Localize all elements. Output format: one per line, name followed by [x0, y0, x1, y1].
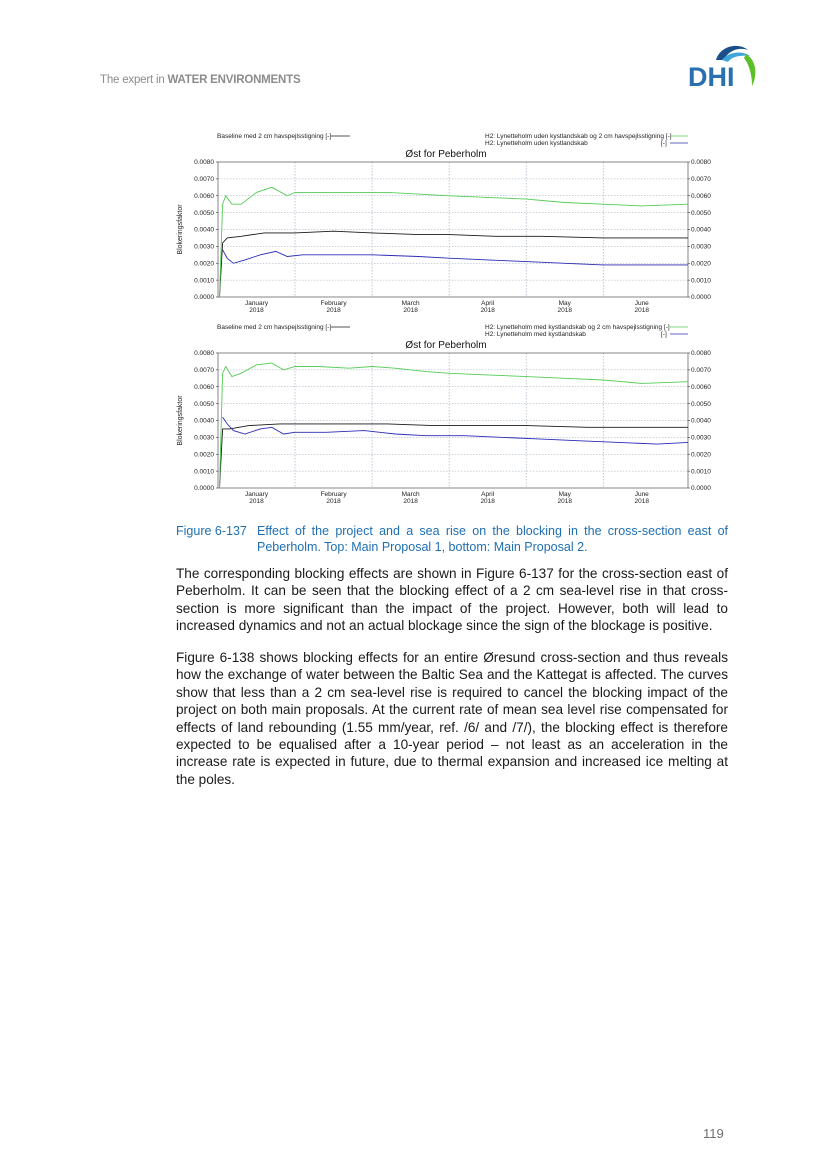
y-tick-label-right: 0.0040: [691, 226, 711, 234]
y-tick-label-left: 0.0080: [194, 159, 214, 167]
chart-top-svg: [170, 132, 730, 322]
x-tick-label-year: 2018: [249, 498, 264, 505]
chart-bottom-svg: [170, 323, 730, 513]
x-tick-label-year: 2018: [634, 498, 650, 505]
legend-left-label: Baseline med 2 cm havspejlsstigning [-]: [217, 133, 332, 140]
y-tick-label-right: 0.0060: [691, 192, 711, 200]
x-tick-label-month: May: [558, 300, 571, 307]
y-tick-label-right: 0.0030: [691, 243, 711, 251]
tagline-bold: WATER ENVIRONMENTS: [167, 74, 301, 86]
x-tick-label-month: January: [244, 491, 269, 498]
y-axis-label: Blokeringsfaktor: [177, 395, 184, 446]
series-line-2: [223, 250, 688, 265]
x-tick-label-month: April: [481, 300, 495, 307]
x-tick-label-month: March: [401, 491, 420, 498]
y-tick-label-left: 0.0050: [194, 400, 214, 408]
x-tick-label-year: 2018: [326, 498, 341, 505]
y-tick-label-right: 0.0060: [691, 383, 711, 391]
logo-text: DHI: [688, 62, 735, 92]
x-tick-label-year: 2018: [249, 307, 264, 314]
x-tick-label-month: March: [401, 300, 420, 307]
x-tick-label-year: 2018: [557, 307, 572, 314]
y-tick-label-right: 0.0010: [691, 468, 711, 476]
series-line-1: [220, 187, 689, 297]
y-tick-label-right: 0.0070: [691, 176, 711, 184]
y-tick-label-left: 0.0030: [194, 243, 214, 251]
x-tick-label-year: 2018: [634, 307, 650, 314]
page-number: 119: [703, 1126, 724, 1141]
dhi-logo: [686, 38, 762, 92]
legend-right-label-1: H2: Lynetteholm med kystlandskab: [485, 331, 586, 338]
legend-right-unit: [-]: [661, 140, 667, 147]
legend-right-label-0: H2: Lynetteholm med kystlandskab og 2 cm havspejlsstigning [-]: [485, 324, 670, 331]
y-tick-label-left: 0.0050: [194, 209, 214, 217]
y-tick-label-left: 0.0000: [194, 485, 214, 493]
chart-bottom: [170, 323, 730, 513]
y-tick-label-right: 0.0010: [691, 277, 711, 285]
y-tick-label-left: 0.0040: [194, 226, 214, 234]
y-tick-label-left: 0.0000: [194, 294, 214, 302]
y-tick-label-left: 0.0070: [194, 367, 214, 375]
legend-right-label-0: H2: Lynetteholm uden kystlandskab og 2 cm havspejlsstigning [-]: [485, 133, 672, 140]
y-tick-label-right: 0.0050: [691, 209, 711, 217]
figure-label: Figure 6-137: [176, 524, 247, 538]
y-tick-label-right: 0.0000: [691, 294, 711, 302]
x-tick-label-year: 2018: [480, 307, 495, 314]
y-tick-label-left: 0.0010: [194, 468, 214, 476]
y-tick-label-left: 0.0040: [194, 417, 214, 425]
x-tick-label-month: February: [320, 300, 347, 307]
series-line-0: [220, 231, 689, 297]
y-tick-label-right: 0.0040: [691, 417, 711, 425]
legend-right-label-1: H2: Lynetteholm uden kystlandskab: [485, 140, 588, 147]
logo-leaf-icon: [744, 54, 755, 86]
tagline-prefix: The expert in: [100, 74, 168, 86]
x-tick-label-month: June: [634, 491, 649, 498]
y-tick-label-right: 0.0020: [691, 260, 711, 268]
chart-title: Øst for Peberholm: [405, 149, 487, 160]
y-tick-label-left: 0.0060: [194, 383, 214, 391]
y-tick-label-left: 0.0020: [194, 451, 214, 459]
x-tick-label-month: February: [320, 491, 347, 498]
series-line-2: [223, 417, 688, 444]
y-tick-label-right: 0.0070: [691, 367, 711, 375]
y-axis-label: Blokeringsfaktor: [177, 204, 184, 255]
y-tick-label-right: 0.0000: [691, 485, 711, 493]
figure-caption-text: Effect of the project and a sea rise on the blocking in the cross-section east of Peberholm. Top: Main Proposal 1, bottom: Main Proposal 2.: [257, 524, 728, 554]
x-tick-label-year: 2018: [326, 307, 341, 314]
chart-top: [170, 132, 730, 322]
y-tick-label-left: 0.0070: [194, 176, 214, 184]
x-tick-label-year: 2018: [403, 307, 418, 314]
y-tick-label-right: 0.0080: [691, 350, 711, 358]
y-tick-label-left: 0.0010: [194, 277, 214, 285]
y-tick-label-right: 0.0030: [691, 434, 711, 442]
y-tick-label-right: 0.0080: [691, 159, 711, 167]
chart-title: Øst for Peberholm: [405, 340, 487, 351]
y-tick-label-left: 0.0020: [194, 260, 214, 268]
body-paragraph-1: The corresponding blocking effects are shown in Figure 6-137 for the cross-section east of Peberholm. It can be seen that the blocking effect of a 2 cm sea-level rise in that cross-section is more significant than the impact of the project. However, both will lead to increased dynamics and not an actual blockage since the sign of the blockage is positive.: [176, 566, 728, 634]
x-tick-label-year: 2018: [403, 498, 418, 505]
y-tick-label-right: 0.0020: [691, 451, 711, 459]
y-tick-label-right: 0.0050: [691, 400, 711, 408]
x-tick-label-year: 2018: [480, 498, 495, 505]
x-tick-label-month: January: [244, 300, 269, 307]
x-tick-label-year: 2018: [557, 498, 572, 505]
legend-left-label: Baseline med 2 cm havspejlsstigning [-]: [217, 324, 332, 331]
y-tick-label-left: 0.0060: [194, 192, 214, 200]
y-tick-label-left: 0.0030: [194, 434, 214, 442]
y-tick-label-left: 0.0080: [194, 350, 214, 358]
header-tagline: [100, 74, 300, 86]
x-tick-label-month: June: [634, 300, 649, 307]
figure-caption: [176, 523, 728, 555]
x-tick-label-month: May: [558, 491, 571, 498]
x-tick-label-month: April: [481, 491, 495, 498]
legend-right-unit: [-]: [661, 331, 667, 338]
body-paragraph-2: Figure 6-138 shows blocking effects for an entire Øresund cross-section and thus reveals how the exchange of water between the Baltic Sea and the Kattegat is affected. The curves show that less than a 2 cm sea-level rise is required to cancel the blocking impact of the project on both main proposals. At the current rate of mean sea level rise compensated for effects of land rebounding (1.55 mm/year, ref. /6/ and /7/), the blocking effect is therefore expected to be equalised after a 10-year period – not least as an acceleration in the increase rate is expected in future, due to thermal expansion and increased ice melting at the poles.: [176, 650, 728, 787]
